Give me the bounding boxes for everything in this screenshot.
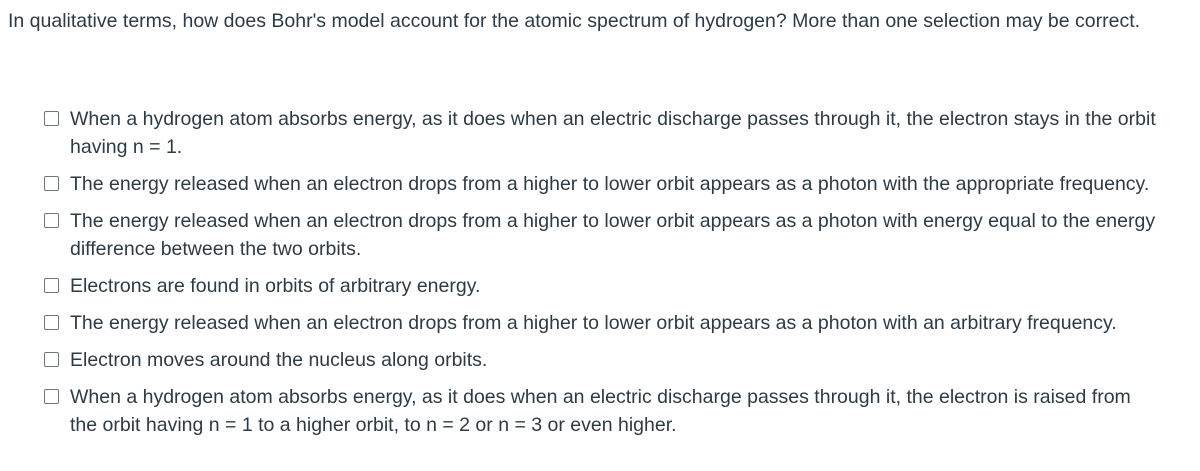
answer-option-7[interactable] xyxy=(44,383,1194,439)
answer-option-1[interactable] xyxy=(44,105,1194,161)
answer-option-label-6: Electron moves around the nucleus along orbits. xyxy=(70,349,488,371)
answer-option-6[interactable] xyxy=(44,346,1194,374)
answer-option-label-7: When a hydrogen atom absorbs energy, as it does when an electric discharge passes through it, the electron is raised from the orbit having n = 1 to a higher orbit, to n = 2 or n = 3 or even higher. xyxy=(70,386,1131,436)
checkbox-2[interactable] xyxy=(44,176,59,191)
answer-options-list xyxy=(44,105,1194,448)
answer-option-label-1: When a hydrogen atom absorbs energy, as it does when an electric discharge passes through it, the electron stays in the orbit having n = 1. xyxy=(70,108,1156,158)
answer-option-label-2: The energy released when an electron drops from a higher to lower orbit appears as a photon with the appropriate frequency. xyxy=(70,173,1150,195)
checkbox-1[interactable] xyxy=(44,111,59,126)
answer-option-label-3: The energy released when an electron drops from a higher to lower orbit appears as a photon with energy equal to the energy difference between the two orbits. xyxy=(70,210,1156,260)
answer-option-3[interactable] xyxy=(44,207,1194,263)
checkbox-5[interactable] xyxy=(44,315,59,330)
checkbox-4[interactable] xyxy=(44,278,59,293)
answer-option-label-4: Electrons are found in orbits of arbitrary energy. xyxy=(70,275,481,297)
checkbox-6[interactable] xyxy=(44,352,59,367)
question-prompt: In qualitative terms, how does Bohr's model account for the atomic spectrum of hydrogen? More than one selection may be correct. xyxy=(8,10,1141,32)
answer-option-4[interactable] xyxy=(44,272,1194,300)
answer-option-2[interactable] xyxy=(44,170,1194,198)
checkbox-3[interactable] xyxy=(44,213,59,228)
checkbox-7[interactable] xyxy=(44,389,59,404)
answer-option-5[interactable] xyxy=(44,309,1194,337)
answer-option-label-5: The energy released when an electron drops from a higher to lower orbit appears as a photon with an arbitrary frequency. xyxy=(70,312,1117,334)
